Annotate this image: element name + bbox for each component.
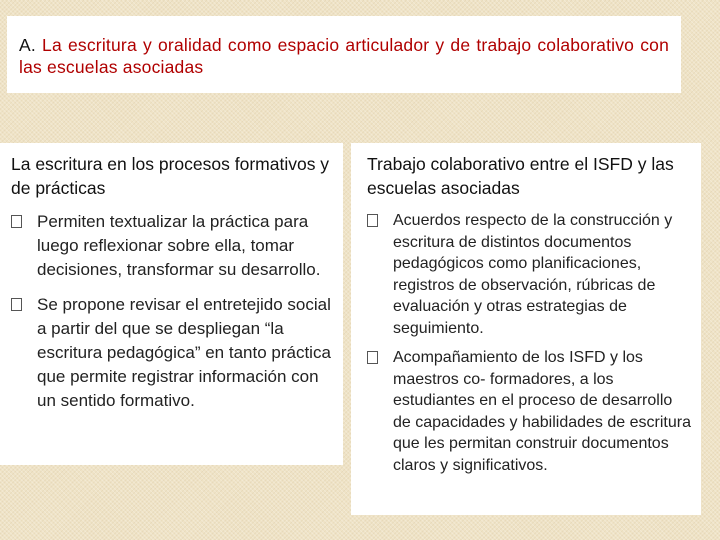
title-prefix: A.	[19, 35, 36, 55]
list-item-text: Permiten textualizar la práctica para luego reflexionar sobre ella, tomar decisiones, transformar su desarrollo.	[37, 212, 321, 279]
title-box	[7, 16, 681, 93]
left-column-heading: La escritura en los procesos formativos y de prácticas	[0, 143, 343, 206]
list-item	[11, 210, 333, 282]
slide-title	[19, 34, 669, 78]
right-column-content	[351, 206, 701, 515]
right-column-heading: Trabajo colaborativo entre el ISFD y las escuelas asociadas	[351, 143, 701, 206]
list-item	[367, 210, 693, 339]
list-item-text: Acuerdos respecto de la construcción y escritura de distintos documentos pedagógicos como planificaciones, registros de observación, rúbricas de evaluación y otras estrategias de seguimiento.	[393, 212, 673, 337]
list-item	[11, 293, 333, 413]
title-text: La escritura y oralidad como espacio articulador y de trabajo colaborativo con las escuelas asociadas	[19, 35, 670, 77]
right-bullet-list	[367, 210, 693, 476]
left-bullet-list	[11, 210, 333, 413]
list-item	[367, 347, 693, 476]
square-bullet-icon	[11, 215, 22, 228]
list-item-text: Acompañamiento de los ISFD y los maestros co- formadores, a los estudiantes en el proceso de desarrollo de capacidades y habilidades de escritura que les permitan construir documentos claros y significativos.	[393, 349, 691, 474]
list-item-text: Se propone revisar el entretejido social a partir del que se despliegan “la escritura pedagógica” en tanto práctica que permite registrar información con un sentido formativo.	[37, 295, 331, 410]
square-bullet-icon	[11, 298, 22, 311]
square-bullet-icon	[367, 214, 378, 227]
square-bullet-icon	[367, 351, 378, 364]
left-column-content	[0, 206, 343, 465]
